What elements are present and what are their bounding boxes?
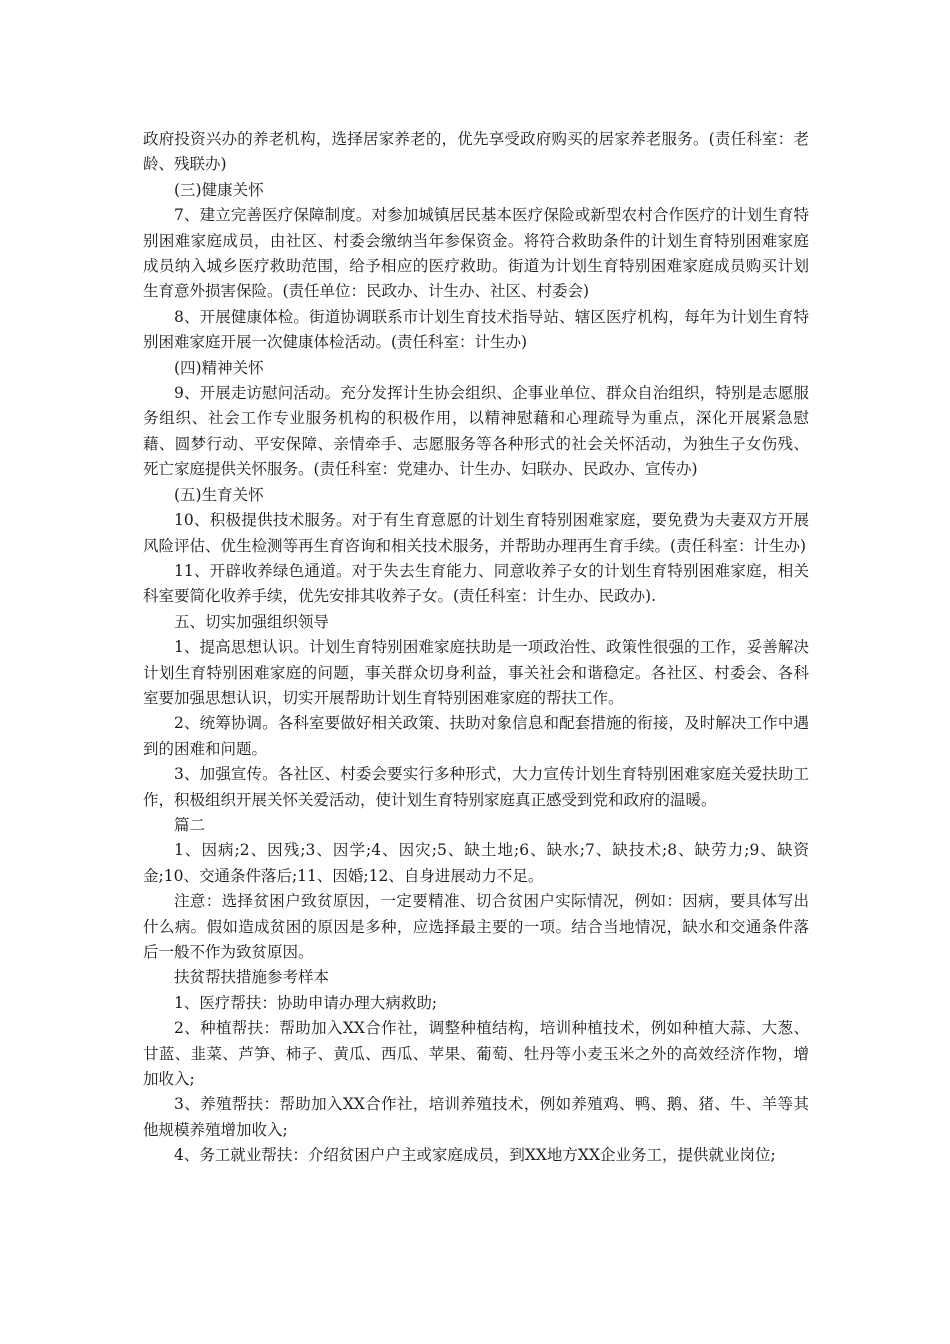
document-body (143, 127, 809, 1169)
paragraph: 2、统筹协调。各科室要做好相关政策、扶助对象信息和配套措施的衔接，及时解决工作中遇到的困难和问题。 (143, 714, 809, 758)
paragraph: 1、医疗帮扶：协助申请办理大病救助; (174, 993, 438, 1012)
section-heading: (三)健康关怀 (174, 180, 264, 199)
paragraph: 9、开展走访慰问活动。充分发挥计生协会组织、企事业单位、群众自治组织，特别是志愿服务组织、社会工作专业服务机构的积极作用，以精神慰藉和心理疏导为重点，深化开展紧急慰藉、圆梦行动、平安保障、亲情牵手、志愿服务等各种形式的社会关怀活动，为独生子女伤残、死亡家庭提供关怀服务。(责任科室：党建办、计生办、妇联办、民政办、宣传办) (143, 384, 809, 479)
section-heading: 篇二 (174, 815, 206, 834)
paragraph: 1、提高思想认识。计划生育特别困难家庭扶助是一项政治性、政策性很强的工作，妥善解决计划生育特别困难家庭的问题，事关群众切身利益，事关社会和谐稳定。各社区、村委会、各科室要加强思想认识，切实开展帮助计划生育特别困难家庭的帮扶工作。 (143, 638, 809, 707)
section-heading: 扶贫帮扶措施参考样本 (174, 968, 330, 987)
section-heading: (四)精神关怀 (174, 358, 264, 377)
paragraph: 10、积极提供技术服务。对于有生育意愿的计划生育特别困难家庭，要免费为夫妻双方开展风险评估、优生检测等再生育咨询和相关技术服务，并帮助办理再生育手续。(责任科室：计生办) (143, 511, 809, 555)
paragraph: 7、建立完善医疗保障制度。对参加城镇居民基本医疗保险或新型农村合作医疗的计划生育特别困难家庭成员，由社区、村委会缴纳当年参保资金。将符合救助条件的计划生育特别困难家庭成员纳入城乡医疗救助范围，给予相应的医疗救助。街道为计划生育特别困难家庭成员购买计划生育意外损害保险。(责任单位：民政办、计生办、社区、村委会) (143, 206, 809, 301)
paragraph: 8、开展健康体检。街道协调联系市计划生育技术指导站、辖区医疗机构，每年为计划生育特别困难家庭开展一次健康体检活动。(责任科室：计生办) (143, 307, 809, 352)
paragraph: 政府投资兴办的养老机构，选择居家养老的，优先享受政府购买的居家养老服务。(责任科室：老龄、残联办) (143, 130, 809, 174)
section-heading: 五、切实加强组织领导 (174, 612, 330, 631)
paragraph: 3、养殖帮扶：帮助加入XX合作社，培训养殖技术，例如养殖鸡、鸭、鹅、猪、牛、羊等其他规模养殖增加收入; (143, 1095, 809, 1139)
section-heading: (五)生育关怀 (174, 485, 264, 504)
paragraph: 3、加强宣传。各社区、村委会要实行多种形式，大力宣传计划生育特别困难家庭关爱扶助工作，积极组织开展关怀关爱活动，使计划生育特别家庭真正感受到党和政府的温暖。 (143, 765, 809, 809)
paragraph: 1、因病;2、因残;3、因学;4、因灾;5、缺土地;6、缺水;7、缺技术;8、缺劳力;9、缺资金;10、交通条件落后;11、因婚;12、自身进展动力不足。 (143, 841, 809, 885)
paragraph: 4、务工就业帮扶：介绍贫困户户主或家庭成员，到XX地方XX企业务工，提供就业岗位; (174, 1146, 776, 1165)
paragraph: 注意：选择贫困户致贫原因，一定要精准、切合贫困户实际情况，例如：因病，要具体写出什么病。假如造成贫困的原因是多种，应选择最主要的一项。结合当地情况，缺水和交通条件落后一般不作为致贫原因。 (143, 892, 809, 961)
paragraph: 2、种植帮扶：帮助加入XX合作社，调整种植结构，培训种植技术，例如种植大蒜、大葱、甘蓝、韭菜、芦笋、柿子、黄瓜、西瓜、苹果、葡萄、牡丹等小麦玉米之外的高效经济作物，增加收入; (143, 1019, 809, 1089)
paragraph: 11、开辟收养绿色通道。对于失去生育能力、同意收养子女的计划生育特别困难家庭，相关科室要简化收养手续，优先安排其收养子女。(责任科室：计生办、民政办). (143, 561, 809, 606)
